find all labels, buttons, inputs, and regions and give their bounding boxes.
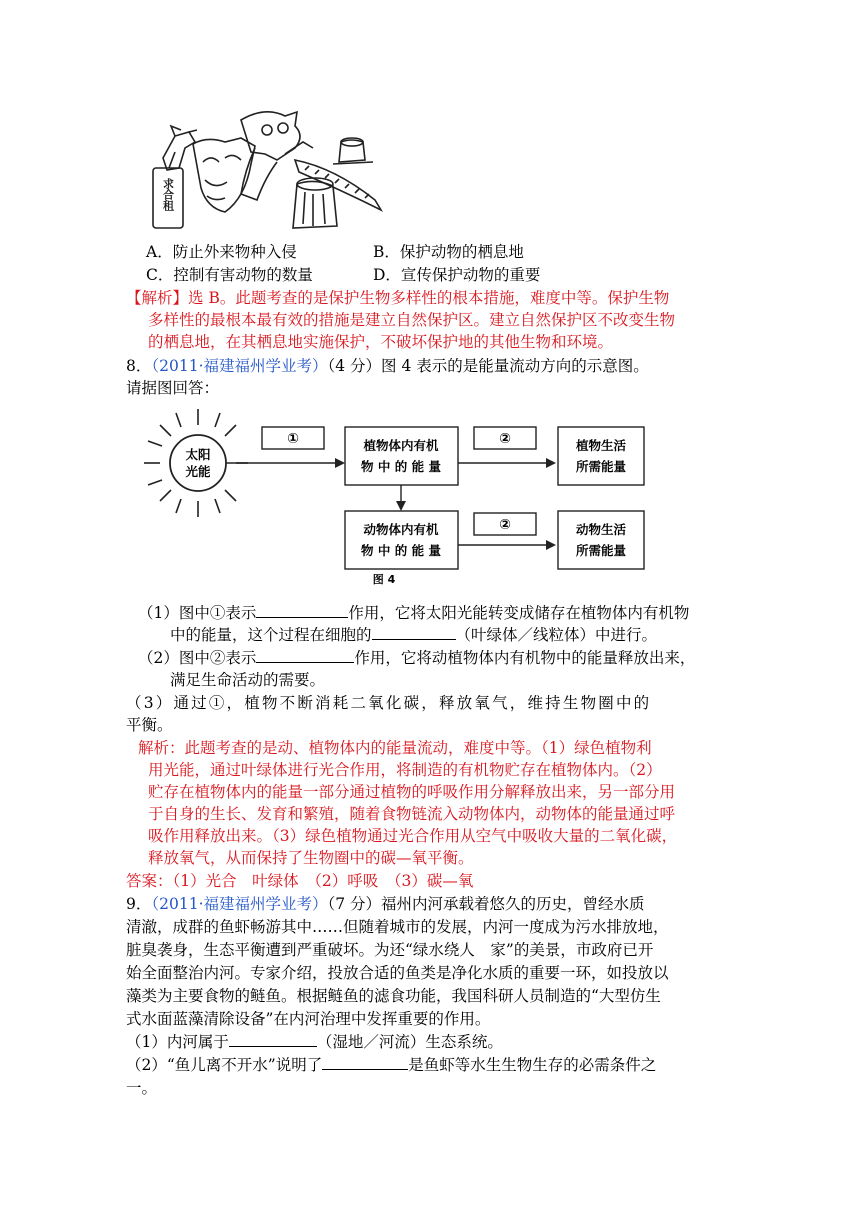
diagram-box-1-label: ① xyxy=(287,431,299,447)
q8-part-2: （2）图中②表示 作用，它将动植物体内有机物中的能量释放出来， xyxy=(138,649,696,667)
animal-life-label-1: 动物生活 xyxy=(575,522,627,537)
q7-analysis-tag: 【解析】 xyxy=(126,289,189,307)
plant-energy-box xyxy=(345,427,458,485)
plant-life-energy-box xyxy=(558,427,644,485)
q8-part-1-cont: 中的能量，这个过程在细胞的 （叶绿体／线粒体）中进行。 xyxy=(170,626,658,644)
q9-part-2: （2）“鱼儿离不开水”说明了 是鱼虾等水生生物生存的必需条件之 xyxy=(126,1056,657,1074)
animal-energy-label-2: 物 中 的 能 量 xyxy=(361,543,441,558)
q8-intro: 8．（2011·福建福州学业考）（4 分）图 4 表示的是能量流动方向的示意图。 xyxy=(126,357,649,375)
q7-option-c: C．控制有害动物的数量 xyxy=(146,266,313,284)
q8-analysis-line-4: 于自身的生长、发育和繁殖，随着食物链流入动物体内，动物体的能量通过呼 xyxy=(148,805,676,823)
q8-analysis-line-3: 贮存在植物体内的能量一部分通过植物的呼吸作用分解释放出来，另一部分用 xyxy=(148,783,676,801)
plant-energy-label-2: 物 中 的 能 量 xyxy=(361,459,441,474)
diagram-box-2-label: ② xyxy=(499,431,511,447)
q9-intro: 9．（2011·福建福州学业考）（7 分）福州内河承载着悠久的历史，曾经水质 xyxy=(126,895,645,913)
diagram-caption: 图 4 xyxy=(372,573,396,586)
animal-energy-label-1: 动物体内有机 xyxy=(363,522,439,537)
q8-analysis-line-6: 释放氧气，从而保持了生物圈中的碳—氧平衡。 xyxy=(148,849,474,867)
q9-blank-2[interactable] xyxy=(322,1054,408,1070)
q8-analysis-line-5: 吸作用释放出来。（3）绿色植物通过光合作用从空气中吸收大量的二氧化碳， xyxy=(148,827,678,845)
q9-number: 9． xyxy=(126,895,152,913)
energy-flow-diagram xyxy=(140,405,660,590)
animal-life-energy-box xyxy=(558,511,644,569)
q8-part-3: （3）通过①，植物不断消耗二氧化碳，释放氧气，维持生物圈中的 xyxy=(126,694,652,712)
animal-energy-box xyxy=(345,511,458,569)
plant-energy-label-1: 植物体内有机 xyxy=(363,438,439,453)
q7-option-d: D．宣传保护动物的重要 xyxy=(373,266,541,284)
q8-source: （2011·福建福州学业考） xyxy=(151,357,328,375)
q7-analysis-line-1: 【解析】选 B。此题考查的是保护生物多样性的根本措施，难度中等。保护生物 xyxy=(126,289,670,307)
q9-text-line-2: 脏臭袭身，生态平衡遭到严重破坏。为还“绿水绕人 家”的美景，市政府已开 xyxy=(126,941,654,959)
q9-part-2-cont: 一。 xyxy=(126,1079,158,1097)
q7-analysis-line-3: 的栖息地，在其栖息地实施保护，不破坏保护地的其他生物和环境。 xyxy=(148,333,614,351)
q8-answer: 答案：（1）光合 叶绿体 （2）呼吸 （3）碳—氧 xyxy=(126,872,474,890)
q8-blank-1[interactable] xyxy=(256,602,348,618)
q8-number: 8． xyxy=(126,357,152,375)
habitat-cartoon-illustration xyxy=(145,108,405,236)
diagram-box-3-label: ② xyxy=(499,517,511,533)
plant-life-label-1: 植物生活 xyxy=(575,438,627,453)
sun-label-2: 光能 xyxy=(185,464,211,479)
q8-part-2-cont: 满足生命活动的需要。 xyxy=(170,671,326,689)
q9-source: （2011·福建福州学业考） xyxy=(151,895,328,913)
sun-label-1: 太阳 xyxy=(185,447,211,462)
q9-text-line-3: 始全面整治内河。专家介绍，投放合适的鱼类是净化水质的重要一环，如投放以 xyxy=(126,964,669,982)
plant-life-label-2: 所需能量 xyxy=(575,459,627,474)
q9-text-line-5: 式水面蓝藻清除设备”在内河治理中发挥重要的作用。 xyxy=(126,1010,491,1028)
q8-blank-3[interactable] xyxy=(256,647,354,663)
q8-blank-2[interactable] xyxy=(372,624,456,640)
cartoon-sign-text: 求合租 xyxy=(161,178,175,211)
q7-option-a: A．防止外来物种入侵 xyxy=(146,243,297,261)
q8-analysis-line-2: 用光能，通过叶绿体进行光合作用，将制造的有机物贮存在植物体内。（2） xyxy=(148,761,662,779)
q9-text-line-1: 清澈，成群的鱼虾畅游其中……但随着城市的发展，内河一度成为污水排放地， xyxy=(126,918,669,936)
q9-blank-1[interactable] xyxy=(229,1031,317,1047)
q7-option-b: B．保护动物的栖息地 xyxy=(373,243,524,261)
q8-analysis-line-1: 解析：此题考查的是动、植物体内的能量流动，难度中等。（1）绿色植物利 xyxy=(138,739,652,757)
q9-part-1: （1）内河属于 （湿地／河流）生态系统。 xyxy=(126,1033,503,1051)
animal-life-label-2: 所需能量 xyxy=(575,543,627,558)
sun-circle xyxy=(170,435,226,491)
q9-text-line-4: 藻类为主要食物的鲢鱼。根据鲢鱼的滤食功能，我国科研人员制造的“大型仿生 xyxy=(126,987,661,1005)
q7-analysis-line-2: 多样性的最根本最有效的措施是建立自然保护区。建立自然保护区不改变生物 xyxy=(148,311,676,329)
q8-intro-2: 请据图回答： xyxy=(126,379,220,397)
q8-part-3-cont: 平衡。 xyxy=(126,716,173,734)
q8-part-1: （1）图中①表示 作用，它将太阳光能转变成储存在植物体内有机物 xyxy=(138,604,690,622)
